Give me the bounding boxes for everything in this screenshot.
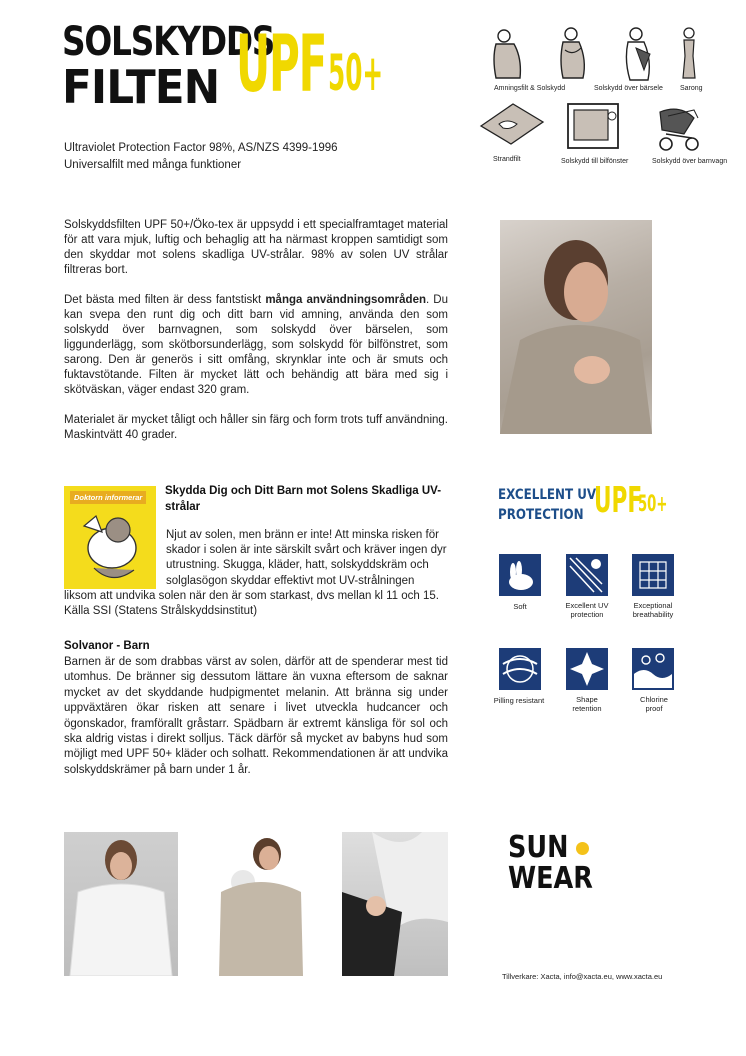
feature-label: Chlorine proof	[640, 695, 668, 713]
excellent-uv-title: EXCELLENT UV PROTECTION	[498, 487, 597, 523]
solvanor-text: Barnen är de som drabbas värst av solen, därför att de spenderar mest tid utomhus. De bränner sig dessutom lättare än vuxna eftersom de saknar mycket av det skyddande hudpigmentet melanin. Att bränna sig under uppväxtären ökar risken att senare i livet utveckla hudcancer och ögonskador, framförallt gråstarr. Spädbarn är extremt känsliga för sol och ska aldrig vistas i direkt solljus. Täck därför så mycket av babyns hud som möjligt med UPF 50+ kläder och solhatt. Rekommendationen är att undvika solskyddskrämer på barn under 1 år.	[64, 656, 448, 776]
upf-logo	[236, 20, 386, 110]
subtitle-line-1: Ultraviolet Protection Factor 98%, AS/NZS 4399-1996	[64, 142, 338, 154]
usage-label: Solskydd över bärsele	[594, 85, 663, 92]
shape-retention-icon	[566, 648, 608, 690]
stroller-cover-icon	[654, 104, 706, 152]
upf-badge: UPF 50+	[594, 480, 668, 521]
title-line-1: SOLSKYDDS	[62, 19, 275, 65]
product-description	[64, 218, 448, 458]
usage-label: Amningsfilt & Solskydd	[494, 85, 566, 92]
sarong-icon	[678, 26, 700, 82]
car-window-icon	[566, 102, 620, 150]
highlight-text: många användningsområden	[265, 294, 426, 306]
product-photo-white-cover	[64, 832, 178, 976]
sunwear-logo: SUN WEAR	[508, 830, 593, 896]
usage-label: Solskydd över barnvagn	[652, 158, 728, 165]
subtitle-line-2: Universalfilt med många funktioner	[64, 159, 242, 171]
doctor-tag: Doktorn informerar	[70, 491, 146, 504]
description-paragraph: Solskyddsfilten UPF 50+/Öko-tex är uppsydd i ett specialframtaget material för att vara mjuk, luftig och behaglig att ha närmast kroppen samtidigt som den skyddar mot solens skadliga UV-strålar. 98% av solen UV strålar filtreras bort.	[64, 219, 448, 276]
uv-protection-icon	[566, 554, 608, 596]
beach-blanket-icon	[477, 100, 547, 146]
subtitle	[64, 140, 338, 174]
description-paragraph: Det bästa med filten är dess fantstiskt många användningsområden. Du kan svepa den runt dig och ditt barn vid amning, använda den som solskydd över barnvagnen, som solskydd över bärselen, som liggunderlägg, som skötborsunderlägg, som solskydd för bilfönstret, som sarong. Den är generös i sitt omfång, skrynklar inte och är smuts och fuktavstötande. Filten är mycket lätt och behändig att bära med sig i skötväskan, väger endast 320 gram.	[64, 294, 449, 396]
feature-label: Soft	[513, 602, 527, 611]
usage-label: Sarong	[680, 85, 703, 92]
product-photo-stroller	[342, 832, 448, 976]
feature-label: Excellent UV protection	[565, 601, 609, 619]
feature-label: Exceptional breathability	[632, 601, 674, 619]
doctor-heading: Skydda Dig och Ditt Barn mot Solens Skadliga UV-strålar	[165, 485, 442, 513]
carrier-icon	[622, 26, 656, 82]
soft-icon	[499, 554, 541, 596]
nursing-cover-icon	[490, 28, 524, 82]
feature-label: Shape retention	[572, 695, 602, 713]
product-photo-nursing	[500, 220, 652, 434]
upf-logo-text: UPF	[236, 20, 327, 110]
breathability-icon	[632, 554, 674, 596]
usage-label: Strandfilt	[493, 156, 521, 163]
solvanor-heading: Solvanor - Barn	[64, 640, 150, 652]
doctor-text: Njut av solen, men bränn er inte! Att minska risken för skador i solen är inte särskilt svårt och kräver ingen dyr utrustning. Skugga, kläder, hatt, solskyddskräm och solglasögon skyddar effektivt mot UV-strålningen liksom att undvika solen när den är som starkast, dvs mellan kl 11 och 15. Källa SSI (Statens Strålskyddsinstitut)	[64, 529, 447, 618]
usage-label: Solskydd till bilfönster	[561, 158, 629, 165]
upf-logo-number: 50+	[328, 44, 384, 102]
chlorine-proof-icon	[632, 648, 674, 690]
manufacturer-info: Tillverkare: Xacta, info@xacta.eu, www.xacta.eu	[502, 972, 663, 981]
sun-dot-icon	[576, 842, 589, 855]
title-line-2: FILTEN	[62, 60, 220, 114]
pilling-resistant-icon	[499, 648, 541, 690]
feature-label: Pilling resistant	[493, 696, 545, 705]
description-paragraph: Materialet är mycket tåligt och håller sin färg och form trots tuff användning. Maskintvätt 40 grader.	[64, 414, 448, 441]
product-photo-sarong	[211, 832, 307, 976]
carrier-cover-icon	[555, 26, 589, 82]
